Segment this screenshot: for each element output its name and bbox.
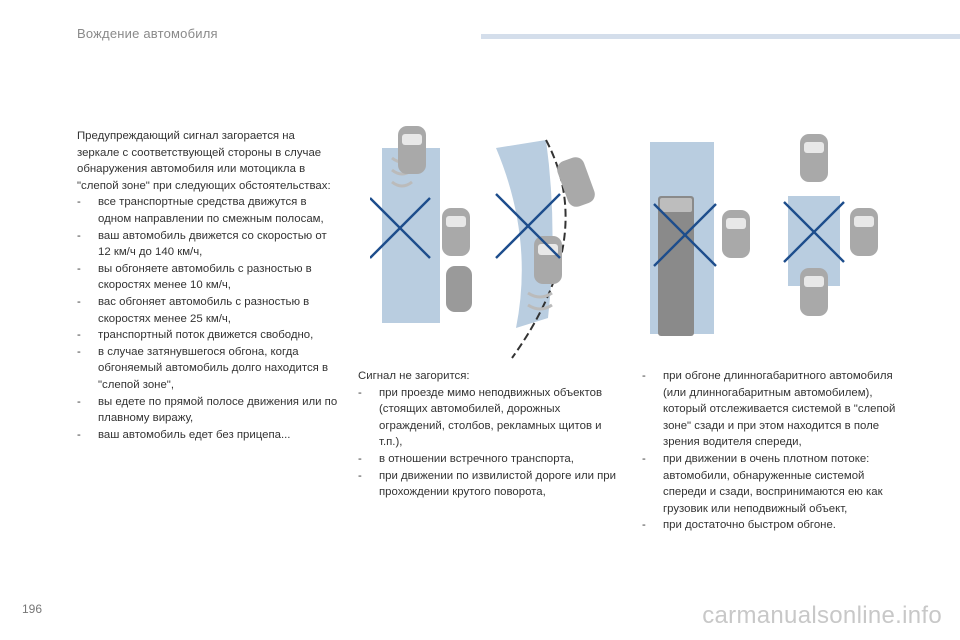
blind-zone [496,140,553,328]
car-icon [398,126,426,174]
list-item: - транспортный поток движется свободно, [77,327,339,344]
exceptions-column [358,368,624,501]
list-item: - вы обгоняете автомобиль с разностью в скоростях менее 10 км/ч, [77,261,339,294]
car-icon [446,266,472,312]
exceptions-list-continued [642,368,910,534]
section-title: Вождение автомобиля [77,26,218,41]
car-icon [442,208,470,256]
list-item: - при движении в очень плотном потоке: автомобили, обнаруженные системой спереди и сзади, воспринимаются ею как грузовик или неподвижный объект, [642,451,910,517]
figure-long-vehicle [646,118,756,343]
car-icon [800,134,828,182]
car-icon [800,268,828,316]
conditions-list [77,194,339,443]
page-number: 196 [22,602,43,616]
watermark: carmanualsonline.info [702,602,942,629]
list-item: - при достаточно быстром обгоне. [642,517,910,534]
list-item: - в случае затянувшегося обгона, когда обгоняемый автомобиль долго находится в "слепой зоне", [77,344,339,394]
conditions-column [77,128,339,443]
list-item: - в отношении встречного транспорта, [358,451,624,468]
exceptions-intro: Сигнал не загорится: [358,370,470,382]
exceptions-column-continued [642,368,910,534]
car-icon [722,210,750,258]
exceptions-list [358,385,624,501]
conditions-intro: Предупреждающий сигнал загорается на зеркале с соответствующей стороны в случае обнаружения автомобиля или мотоцикла в "слепой зоне" при следующих обстоятельствах: [77,130,331,192]
car-icon [850,208,878,256]
figure-curved-road [488,118,608,368]
list-item: - вас обгоняет автомобиль с разностью в скоростях менее 25 км/ч, [77,294,339,327]
figure-dense-traffic [780,118,890,338]
header-bar [481,34,960,39]
list-item: - при движении по извилистой дороге или при прохождении крутого поворота, [358,468,624,501]
list-item: - все транспортные средства движутся в одном направлении по смежным полосам, [77,194,339,227]
list-item: - при обгоне длинногабаритного автомобиля (или длинногабаритным автомобилем), который отслеживается системой в "слепой зоне" сзади и при этом находится в поле зрения водителя спереди, [642,368,910,451]
list-item: - вы едете по прямой полосе движения или по плавному виражу, [77,394,339,427]
truck-icon [658,196,694,336]
car-icon [534,236,562,284]
figure-static-objects [370,118,480,333]
blind-zone [382,148,440,323]
car-icon [555,155,598,210]
list-item: - при проезде мимо неподвижных объектов (стоящих автомобилей, дорожных ограждений, столбов, рекламных щитов и т.п.), [358,385,624,451]
list-item: - ваш автомобиль едет без прицепа... [77,427,339,444]
list-item: - ваш автомобиль движется со скоростью от 12 км/ч до 140 км/ч, [77,228,339,261]
